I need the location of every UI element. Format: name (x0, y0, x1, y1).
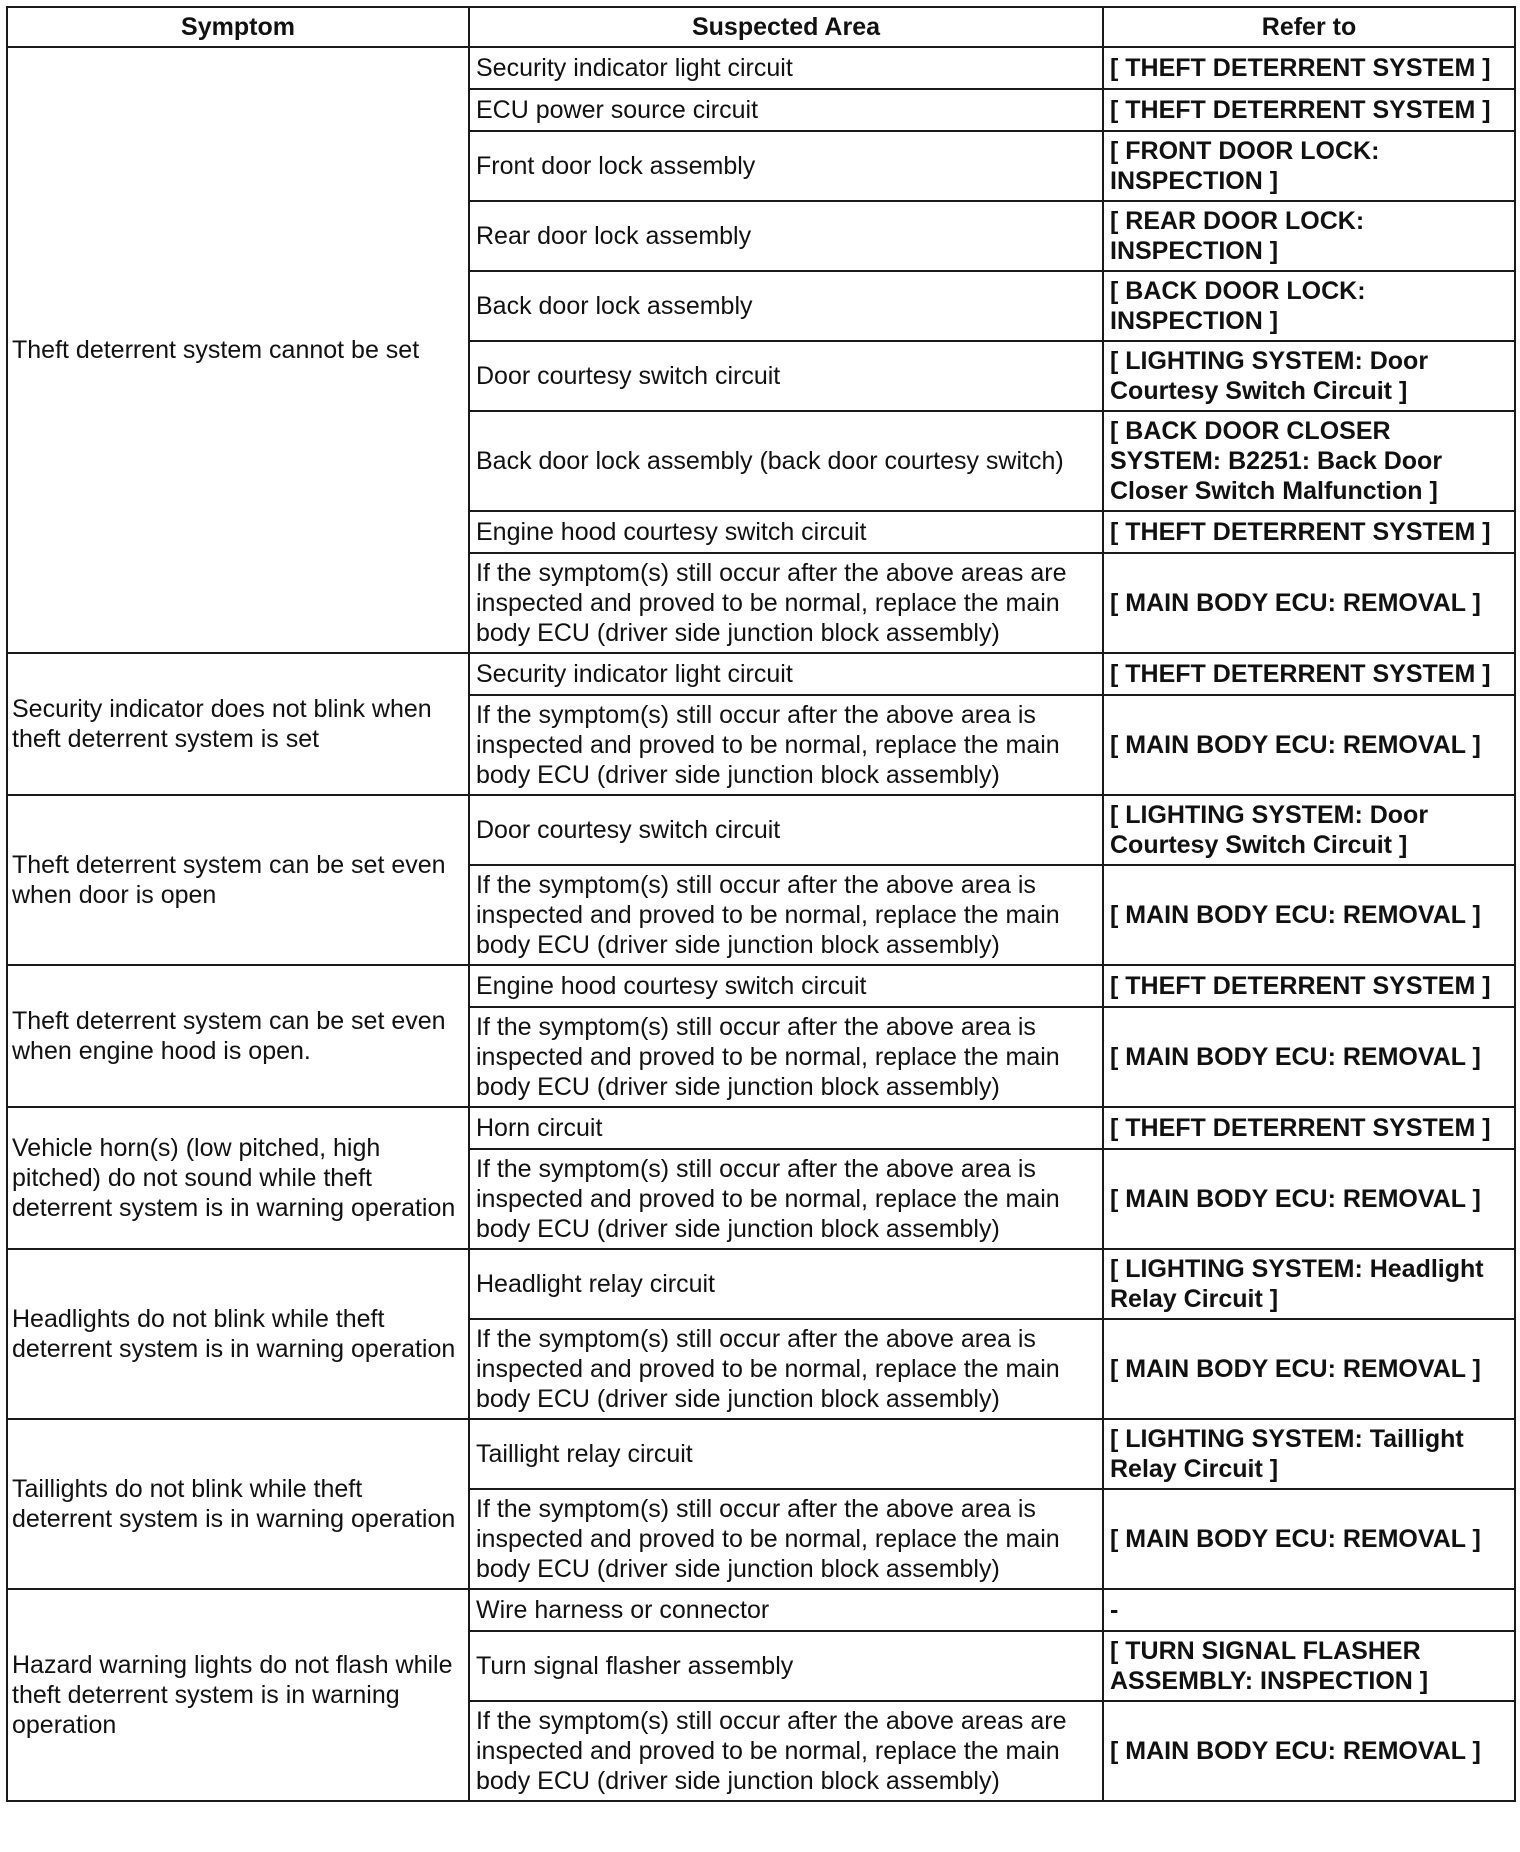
suspected-area-cell: Headlight relay circuit (469, 1249, 1103, 1319)
problem-symptoms-table-container (6, 6, 1516, 1802)
refer-to-cell: [ LIGHTING SYSTEM: Door Courtesy Switch Circuit ] (1103, 341, 1515, 411)
suspected-area-cell: If the symptom(s) still occur after the above area is inspected and proved to be normal, replace the main body ECU (driver side junction block assembly) (469, 1489, 1103, 1589)
suspected-area-cell: Turn signal flasher assembly (469, 1631, 1103, 1701)
suspected-area-cell: Back door lock assembly (469, 271, 1103, 341)
suspected-area-cell: Rear door lock assembly (469, 201, 1103, 271)
refer-to-cell: [ THEFT DETERRENT SYSTEM ] (1103, 511, 1515, 553)
refer-to-cell: [ THEFT DETERRENT SYSTEM ] (1103, 965, 1515, 1007)
suspected-area-cell: Engine hood courtesy switch circuit (469, 965, 1103, 1007)
header-symptom: Symptom (7, 7, 469, 47)
suspected-area-cell: If the symptom(s) still occur after the above areas are inspected and proved to be normal, replace the main body ECU (driver side junction block assembly) (469, 553, 1103, 653)
table-row (7, 47, 1515, 89)
suspected-area-cell: ECU power source circuit (469, 89, 1103, 131)
table-row (7, 1419, 1515, 1489)
suspected-area-cell: Security indicator light circuit (469, 47, 1103, 89)
refer-to-cell: [ MAIN BODY ECU: REMOVAL ] (1103, 695, 1515, 795)
refer-to-cell: [ TURN SIGNAL FLASHER ASSEMBLY: INSPECTION ] (1103, 1631, 1515, 1701)
suspected-area-cell: Door courtesy switch circuit (469, 795, 1103, 865)
refer-to-cell: [ REAR DOOR LOCK: INSPECTION ] (1103, 201, 1515, 271)
suspected-area-cell: Back door lock assembly (back door courtesy switch) (469, 411, 1103, 511)
header-refer-to: Refer to (1103, 7, 1515, 47)
suspected-area-cell: Front door lock assembly (469, 131, 1103, 201)
suspected-area-cell: If the symptom(s) still occur after the above area is inspected and proved to be normal, replace the main body ECU (driver side junction block assembly) (469, 695, 1103, 795)
suspected-area-cell: Security indicator light circuit (469, 653, 1103, 695)
refer-to-cell: [ THEFT DETERRENT SYSTEM ] (1103, 47, 1515, 89)
refer-to-cell: [ MAIN BODY ECU: REMOVAL ] (1103, 1319, 1515, 1419)
refer-to-cell: [ MAIN BODY ECU: REMOVAL ] (1103, 1149, 1515, 1249)
symptom-cell: Hazard warning lights do not flash while theft deterrent system is in warning operation (7, 1589, 469, 1801)
suspected-area-cell: If the symptom(s) still occur after the above area is inspected and proved to be normal, replace the main body ECU (driver side junction block assembly) (469, 1149, 1103, 1249)
refer-to-cell: [ MAIN BODY ECU: REMOVAL ] (1103, 553, 1515, 653)
table-body (7, 47, 1515, 1801)
refer-to-cell: [ LIGHTING SYSTEM: Headlight Relay Circuit ] (1103, 1249, 1515, 1319)
refer-to-cell: [ THEFT DETERRENT SYSTEM ] (1103, 89, 1515, 131)
symptom-cell: Vehicle horn(s) (low pitched, high pitched) do not sound while theft deterrent system is in warning operation (7, 1107, 469, 1249)
refer-to-cell: [ LIGHTING SYSTEM: Door Courtesy Switch Circuit ] (1103, 795, 1515, 865)
problem-symptoms-table (6, 6, 1516, 1802)
header-suspected-area: Suspected Area (469, 7, 1103, 47)
table-row (7, 795, 1515, 865)
suspected-area-cell: Taillight relay circuit (469, 1419, 1103, 1489)
symptom-cell: Security indicator does not blink when theft deterrent system is set (7, 653, 469, 795)
symptom-cell: Taillights do not blink while theft deterrent system is in warning operation (7, 1419, 469, 1589)
refer-to-cell: [ BACK DOOR LOCK: INSPECTION ] (1103, 271, 1515, 341)
symptom-cell: Theft deterrent system can be set even when engine hood is open. (7, 965, 469, 1107)
refer-to-cell: [ BACK DOOR CLOSER SYSTEM: B2251: Back Door Closer Switch Malfunction ] (1103, 411, 1515, 511)
suspected-area-cell: If the symptom(s) still occur after the above areas are inspected and proved to be normal, replace the main body ECU (driver side junction block assembly) (469, 1701, 1103, 1801)
refer-to-cell: [ THEFT DETERRENT SYSTEM ] (1103, 1107, 1515, 1149)
suspected-area-cell: Engine hood courtesy switch circuit (469, 511, 1103, 553)
refer-to-cell: [ MAIN BODY ECU: REMOVAL ] (1103, 1007, 1515, 1107)
refer-to-cell: [ LIGHTING SYSTEM: Taillight Relay Circuit ] (1103, 1419, 1515, 1489)
suspected-area-cell: Wire harness or connector (469, 1589, 1103, 1631)
table-row (7, 1249, 1515, 1319)
refer-to-cell: - (1103, 1589, 1515, 1631)
suspected-area-cell: If the symptom(s) still occur after the above area is inspected and proved to be normal, replace the main body ECU (driver side junction block assembly) (469, 865, 1103, 965)
symptom-cell: Theft deterrent system can be set even when door is open (7, 795, 469, 965)
table-row (7, 1107, 1515, 1149)
refer-to-cell: [ MAIN BODY ECU: REMOVAL ] (1103, 1489, 1515, 1589)
suspected-area-cell: If the symptom(s) still occur after the above area is inspected and proved to be normal, replace the main body ECU (driver side junction block assembly) (469, 1007, 1103, 1107)
table-row (7, 1589, 1515, 1631)
suspected-area-cell: Horn circuit (469, 1107, 1103, 1149)
refer-to-cell: [ MAIN BODY ECU: REMOVAL ] (1103, 865, 1515, 965)
table-header-row (7, 7, 1515, 47)
table-row (7, 653, 1515, 695)
refer-to-cell: [ FRONT DOOR LOCK: INSPECTION ] (1103, 131, 1515, 201)
symptom-cell: Theft deterrent system cannot be set (7, 47, 469, 653)
table-row (7, 965, 1515, 1007)
refer-to-cell: [ MAIN BODY ECU: REMOVAL ] (1103, 1701, 1515, 1801)
suspected-area-cell: Door courtesy switch circuit (469, 341, 1103, 411)
suspected-area-cell: If the symptom(s) still occur after the above area is inspected and proved to be normal, replace the main body ECU (driver side junction block assembly) (469, 1319, 1103, 1419)
symptom-cell: Headlights do not blink while theft deterrent system is in warning operation (7, 1249, 469, 1419)
refer-to-cell: [ THEFT DETERRENT SYSTEM ] (1103, 653, 1515, 695)
